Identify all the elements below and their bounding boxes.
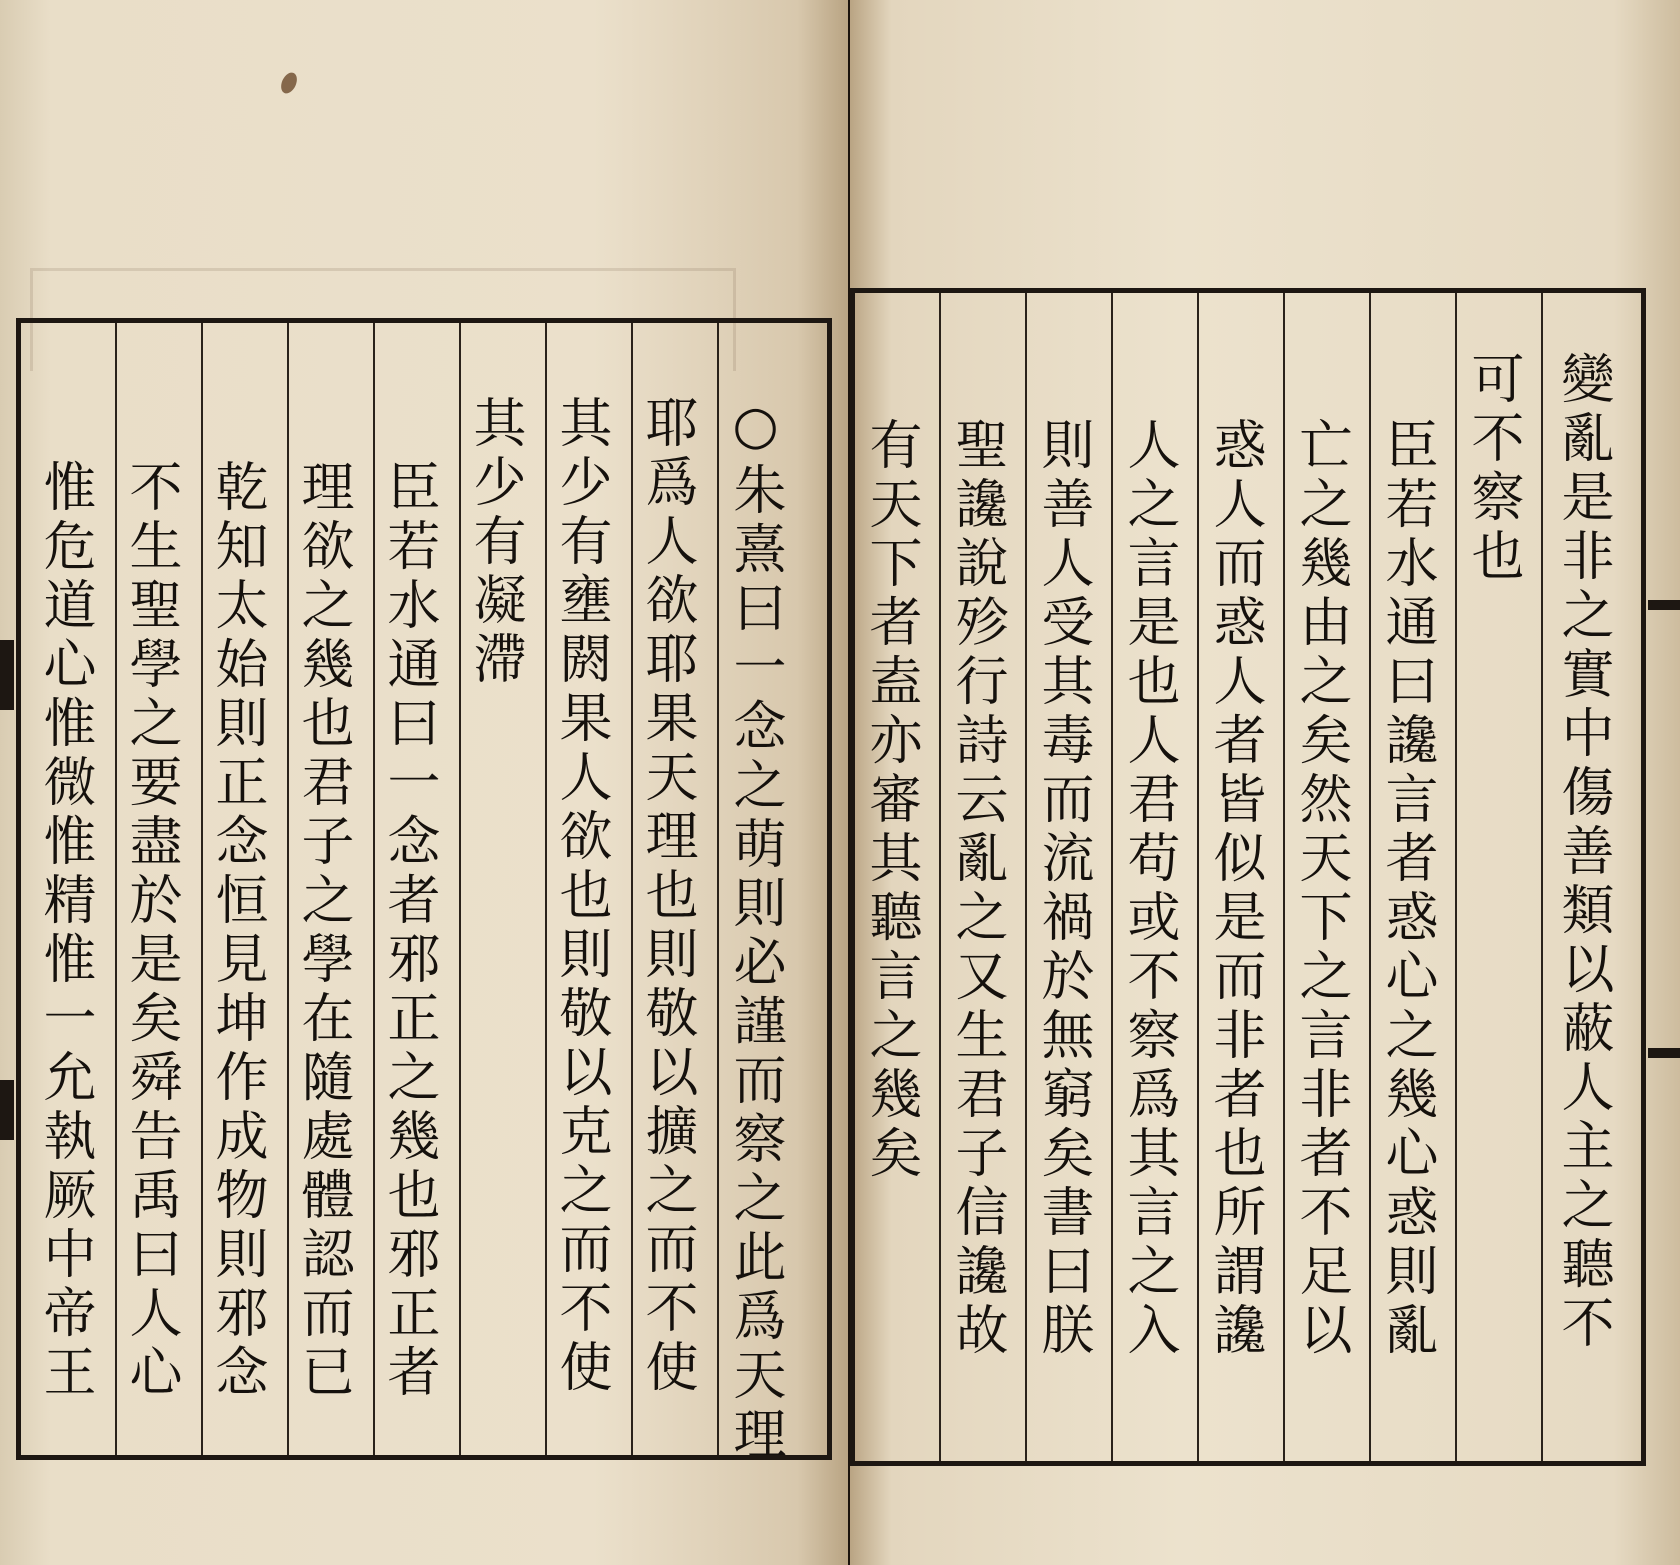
- text-column: 惟危道心惟微惟精惟一允執厥中帝王: [35, 459, 96, 1403]
- text-column: ○朱熹曰一念之萌則必謹而察之此爲天理: [725, 395, 786, 1465]
- column-rule: [1283, 293, 1285, 1461]
- text-column: 乾知太始則正念恒見坤作成物則邪念: [207, 459, 268, 1403]
- column-rule: [1369, 293, 1371, 1461]
- text-column: 則善人受其毒而流禍於無窮矣書曰朕: [1033, 417, 1094, 1361]
- column-rule: [115, 323, 117, 1455]
- ink-stain: [278, 70, 300, 96]
- right-text-frame: [850, 288, 1646, 1466]
- text-column: 理欲之幾也君子之學在隨處體認而已: [293, 459, 354, 1403]
- block-corner-mark: [0, 1080, 14, 1140]
- column-rule: [1455, 293, 1457, 1461]
- column-rule: [545, 323, 547, 1455]
- text-column: 不生聖學之要盡於是矣舜告禹曰人心: [121, 459, 182, 1403]
- column-rule: [717, 323, 719, 1455]
- text-column: 變亂是非之實中傷善類以蔽人主之聽不: [1553, 351, 1614, 1354]
- text-column: 人之言是也人君苟或不察爲其言之入: [1119, 417, 1180, 1361]
- column-rule: [1025, 293, 1027, 1461]
- column-rule: [1197, 293, 1199, 1461]
- column-rule: [631, 323, 633, 1455]
- column-rule: [939, 293, 941, 1461]
- column-rule: [201, 323, 203, 1455]
- column-rule: [373, 323, 375, 1455]
- text-column: 其少有凝滯: [465, 395, 526, 690]
- text-column: 惑人而惑人者皆似是而非者也所謂讒: [1205, 417, 1266, 1361]
- text-column: 有天下者盍亦審其聽言之幾矣: [861, 417, 922, 1184]
- text-column: 可不察也: [1463, 351, 1524, 587]
- text-column: 亡之幾由之矣然天下之言非者不足以: [1291, 417, 1352, 1361]
- column-rule: [287, 323, 289, 1455]
- text-column: 其少有壅閼果人欲也則敬以克之而不使: [551, 395, 612, 1398]
- column-rule: [1541, 293, 1543, 1461]
- text-column: 聖讒說殄行詩云亂之又生君子信讒故: [947, 417, 1008, 1361]
- text-column: 臣若水通曰讒言者惑心之幾心惑則亂: [1377, 417, 1438, 1361]
- block-corner-mark: [1648, 1048, 1680, 1058]
- block-corner-mark: [1648, 600, 1680, 610]
- column-rule: [459, 323, 461, 1455]
- block-corner-mark: [0, 640, 14, 710]
- column-rule: [1111, 293, 1113, 1461]
- left-text-frame: [16, 318, 832, 1465]
- text-column: 耶爲人欲耶果天理也則敬以擴之而不使: [637, 395, 698, 1398]
- text-column: 臣若水通曰一念者邪正之幾也邪正者: [379, 459, 440, 1403]
